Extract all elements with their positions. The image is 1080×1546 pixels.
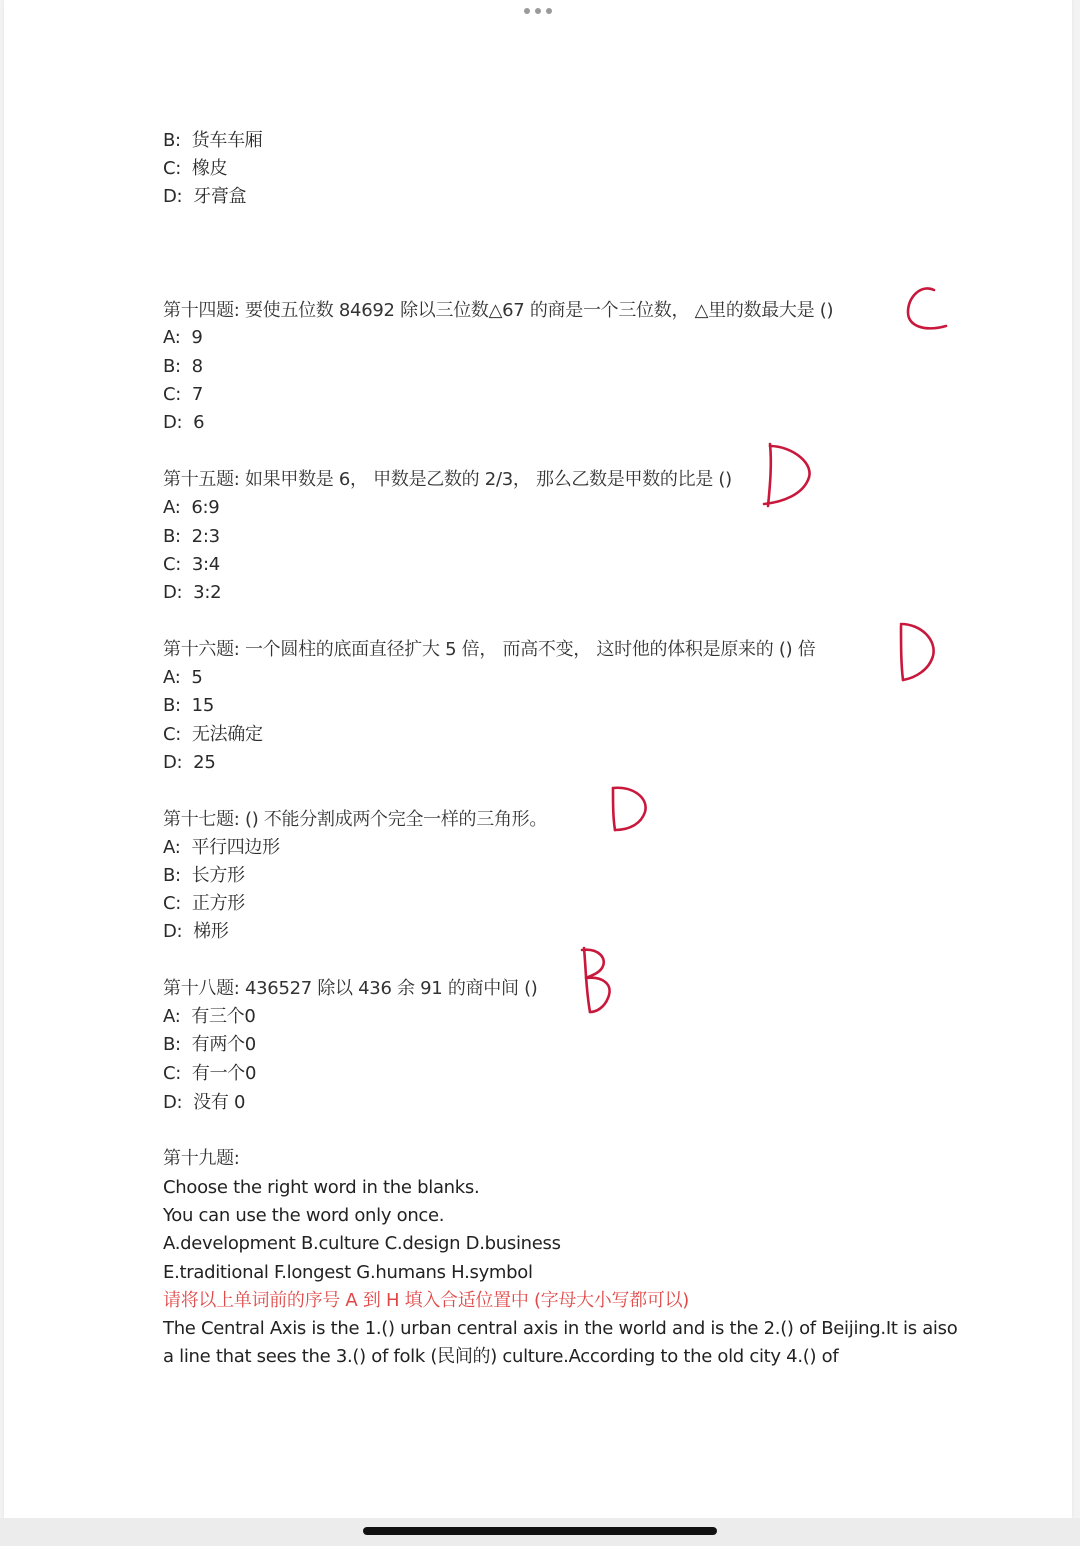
question-16-title: 第十六题: 一个圆柱的底面直径扩大 5 倍， 而高不变， 这时他的体积是原来的 () 倍 bbox=[163, 639, 816, 660]
q18-option-b: B: 有两个0 bbox=[163, 1034, 256, 1055]
q17-option-d: D: 梯形 bbox=[163, 921, 229, 942]
q19-passage-line-1: The Central Axis is the 1.() urban central axis in the world and is the 2.() of Beijing.It is aiso bbox=[163, 1318, 958, 1339]
q16-option-b: B: 15 bbox=[163, 695, 214, 716]
q19-word-bank-row-1: A.development B.culture C.design D.business bbox=[163, 1233, 561, 1254]
q15-option-a: A: 6:9 bbox=[163, 497, 220, 518]
q16-option-a: A: 5 bbox=[163, 667, 203, 688]
q19-passage-line-2: a line that sees the 3.() of folk (民间的) culture.According to the old city 4.() of bbox=[163, 1346, 839, 1367]
q17-option-c: C: 正方形 bbox=[163, 893, 245, 914]
handwritten-answer-b bbox=[572, 940, 622, 1020]
q19-instruction-1: Choose the right word in the blanks. bbox=[163, 1177, 480, 1198]
handwritten-answer-d bbox=[603, 780, 653, 838]
q19-word-bank-row-2: E.traditional F.longest G.humans H.symbol bbox=[163, 1262, 533, 1283]
q15-option-d: D: 3:2 bbox=[163, 582, 222, 603]
q18-option-c: C: 有一个0 bbox=[163, 1063, 257, 1084]
option-c: C: 橡皮 bbox=[163, 158, 228, 179]
question-19-title: 第十九题: bbox=[163, 1148, 240, 1169]
question-17-title: 第十七题: () 不能分割成两个完全一样的三角形。 bbox=[163, 809, 548, 830]
q18-option-a: A: 有三个0 bbox=[163, 1006, 256, 1027]
handwritten-answer-d bbox=[893, 618, 943, 688]
question-18-title: 第十八题: 436527 除以 436 余 91 的商中间 () bbox=[163, 978, 538, 999]
q17-option-a: A: 平行四边形 bbox=[163, 837, 280, 858]
handwritten-answer-c bbox=[900, 282, 956, 338]
option-b: B: 货车车厢 bbox=[163, 130, 263, 151]
handwritten-answer-d bbox=[758, 438, 818, 512]
q15-option-b: B: 2:3 bbox=[163, 526, 220, 547]
q14-option-d: D: 6 bbox=[163, 412, 205, 433]
q14-option-a: A: 9 bbox=[163, 327, 203, 348]
q19-notice: 请将以上单词前的序号 A 到 H 填入合适位置中 (字母大小写都可以) bbox=[163, 1290, 689, 1311]
q19-instruction-2: You can use the word only once. bbox=[163, 1205, 445, 1226]
home-indicator[interactable] bbox=[363, 1527, 717, 1535]
q17-option-b: B: 长方形 bbox=[163, 865, 245, 886]
q14-option-c: C: 7 bbox=[163, 384, 204, 405]
q18-option-d: D: 没有 0 bbox=[163, 1092, 246, 1113]
more-options-icon[interactable] bbox=[524, 8, 552, 14]
option-d: D: 牙膏盒 bbox=[163, 186, 247, 207]
question-14-title: 第十四题: 要使五位数 84692 除以三位数△67 的商是一个三位数， △里的数最大是 () bbox=[163, 300, 834, 321]
question-15-title: 第十五题: 如果甲数是 6， 甲数是乙数的 2/3， 那么乙数是甲数的比是 () bbox=[163, 469, 732, 490]
q14-option-b: B: 8 bbox=[163, 356, 203, 377]
q16-option-d: D: 25 bbox=[163, 752, 216, 773]
q16-option-c: C: 无法确定 bbox=[163, 724, 263, 745]
q15-option-c: C: 3:4 bbox=[163, 554, 220, 575]
